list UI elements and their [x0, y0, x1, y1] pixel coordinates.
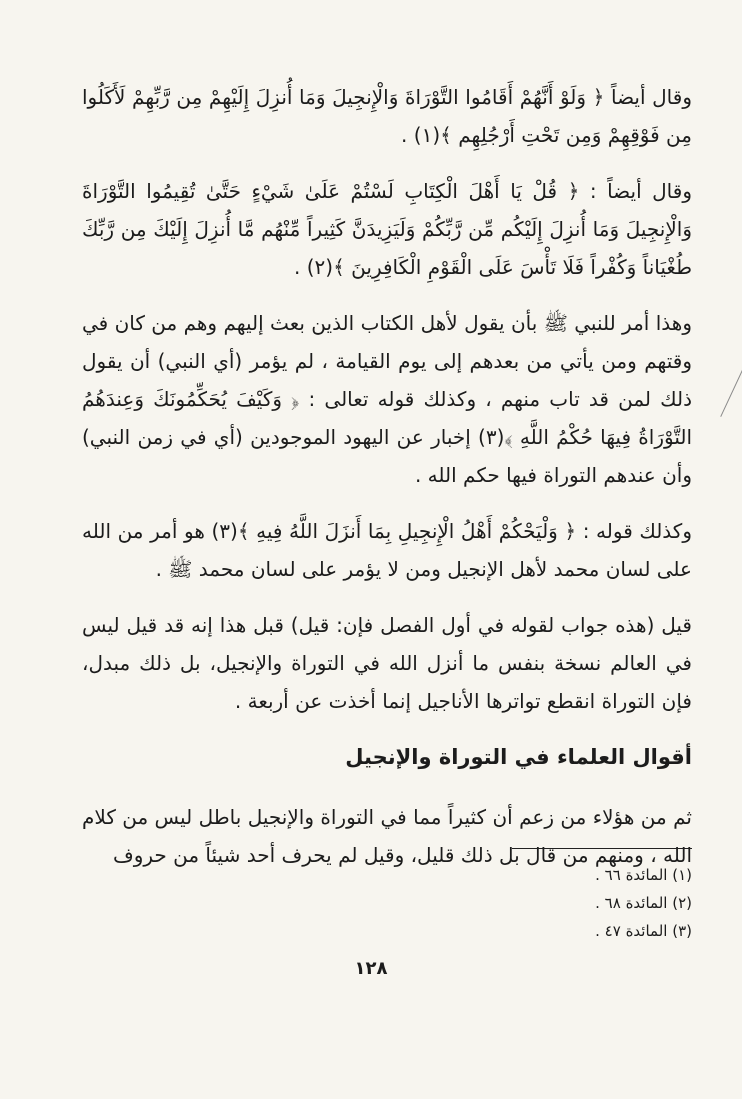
footnote-3: (٣) المائدة ٤٧ .	[595, 922, 692, 940]
footnote-divider	[512, 848, 692, 849]
section-heading: أقوال العلماء في التوراة والإنجيل	[345, 745, 692, 769]
footnote-2: (٢) المائدة ٦٨ .	[595, 894, 692, 912]
paragraph-quote-1: وقال أيضاً ﴿ وَلَوْ أَنَّهُمْ أَقَامُوا التَّوْرَاةَ وَالْإِنجِيلَ وَمَا أُنزِلَ إِلَيْهِمْ مِن رَّبِّهِمْ لَأَكَلُوا مِن فَوْقِهِمْ وَمِن تَحْتِ أَرْجُلِهِم ﴾(١) .	[82, 85, 692, 147]
paragraph-commentary: وهذا أمر للنبي ﷺ بأن يقول لأهل الكتاب الذين بعث إليهم وهم من كان في وقتهم ومن يأتي من بعدهم إلى يوم القيامة ، لم يؤمر (أي النبي) أن يقول ذلك لمن قد تاب منهم ، وكذلك قوله تعالى : ﴿ وَكَيْفَ يُحَكِّمُونَكَ وَعِندَهُمُ التَّوْرَاةُ فِيهَا حُكْمُ اللَّهِ ﴾(٣) إخبار عن اليهود الموجودين (أي في زمن النبي) وأن عندهم التوراة فيها حكم الله .	[82, 311, 693, 487]
paragraph-closing: ثم من هؤلاء من زعم أن كثيراً مما في التوراة والإنجيل باطل ليس من كلام الله ، ومنهم من قال بل ذلك قليل، وقيل لم يحرف أحد شيئاً من حروف	[82, 805, 692, 867]
page-body	[82, 78, 692, 892]
paragraph-reply: قيل (هذه جواب لقوله في أول الفصل فإن: قيل) قبل هذا إنه قد قيل ليس في العالم نسخة بنفس ما أنزل الله في التوراة والإنجيل، بل ذلك مبدل، فإن التوراة انقطع تواترها الأناجيل إنما أخذت عن أربعة .	[82, 613, 692, 713]
page-number: ١٢٨	[354, 958, 388, 979]
paragraph-quote-2: وقال أيضاً : ﴿ قُلْ يَا أَهْلَ الْكِتَابِ لَسْتُمْ عَلَىٰ شَيْءٍ حَتَّىٰ تُقِيمُوا التَّوْرَاةَ وَالْإِنجِيلَ وَمَا أُنزِلَ إِلَيْكُم مِّن رَّبِّكُمْ وَلَيَزِيدَنَّ كَثِيراً مِّنْهُم مَّا أُنزِلَ إِلَيْكَ مِن رَّبِّكَ طُغْيَاناً وَكُفْراً فَلَا تَأْسَ عَلَى الْقَوْمِ الْكَافِرِينَ ﴾(٢) .	[82, 179, 692, 279]
footnote-1: (١) المائدة ٦٦ .	[595, 866, 692, 884]
footnotes	[82, 848, 692, 945]
margin-pencil-mark	[720, 353, 742, 417]
paragraph-quote-3: وكذلك قوله : ﴿ وَلْيَحْكُمْ أَهْلُ الْإِنجِيلِ بِمَا أَنزَلَ اللَّهُ فِيهِ ﴾(٣) هو أمر من الله على لسان محمد لأهل الإنجيل ومن لا يؤمر على لسان محمد ﷺ .	[82, 519, 692, 581]
